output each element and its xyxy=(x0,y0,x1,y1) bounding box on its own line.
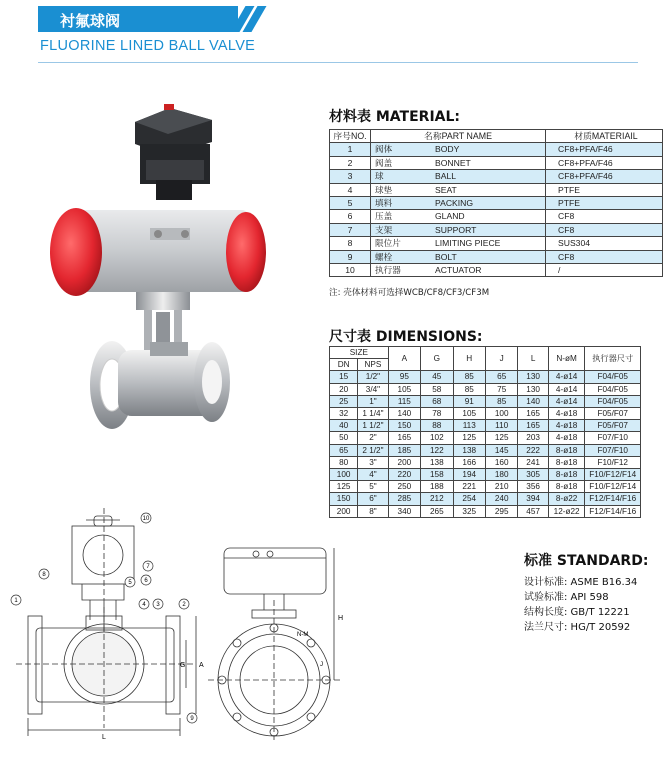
dimension-cell-dn: 32 xyxy=(330,408,358,420)
callout-label: 7 xyxy=(146,564,150,570)
dimension-cell-n: 4-ø18 xyxy=(548,408,585,420)
dim-header-size: SIZE xyxy=(330,347,389,359)
dimension-cell-nps: 3" xyxy=(358,456,388,468)
standard-design: 设计标准: ASME B16.34 xyxy=(524,577,638,588)
dimension-cell-act: F05/F07 xyxy=(585,420,641,432)
dim-header-nps: NPS xyxy=(358,359,388,371)
dimension-cell-nps: 2 1/2" xyxy=(358,444,388,456)
dimension-cell-n: 4-ø18 xyxy=(548,432,585,444)
dimension-cell-n: 8-ø18 xyxy=(548,469,585,481)
dim-header-g: G xyxy=(421,347,453,371)
material-cell-mat: CF8 xyxy=(546,250,663,263)
dimension-cell-n: 12-ø22 xyxy=(548,505,585,517)
material-cell-en: GLAND xyxy=(433,210,546,223)
dimension-cell-h: 91 xyxy=(453,395,485,407)
dim-label-a: A xyxy=(199,662,204,669)
dimension-cell-nps: 1 1/2" xyxy=(358,420,388,432)
page-title: FLUORINE LINED BALL VALVE xyxy=(40,38,256,54)
material-cell-cn: 支架 xyxy=(371,223,434,236)
material-cell-cn: 螺栓 xyxy=(371,250,434,263)
dimension-cell-l: 241 xyxy=(518,456,548,468)
dimension-cell-a: 220 xyxy=(388,469,420,481)
material-cell-cn: 球垫 xyxy=(371,183,434,196)
standard-test: 试验标准: API 598 xyxy=(524,592,609,603)
dimension-cell-nps: 4" xyxy=(358,469,388,481)
dimension-cell-dn: 40 xyxy=(330,420,358,432)
dimension-row xyxy=(330,371,641,383)
dimension-cell-nps: 1 1/4" xyxy=(358,408,388,420)
front-view-drawing xyxy=(208,540,358,740)
dimension-row xyxy=(330,383,641,395)
dimension-cell-j: 210 xyxy=(485,481,517,493)
material-cell-no: 4 xyxy=(330,183,371,196)
dimension-cell-act: F12/F14/F16 xyxy=(585,505,641,517)
material-cell-no: 3 xyxy=(330,170,371,183)
dimension-cell-j: 85 xyxy=(485,395,517,407)
dimension-cell-act: F07/F10 xyxy=(585,444,641,456)
dimensions-table xyxy=(329,346,641,518)
material-cell-no: 5 xyxy=(330,197,371,210)
dimension-cell-act: F04/F05 xyxy=(585,371,641,383)
dimension-cell-n: 4-ø14 xyxy=(548,395,585,407)
dimension-row xyxy=(330,505,641,517)
material-cell-en: BONNET xyxy=(433,156,546,169)
material-header-no: 序号NO. xyxy=(330,130,371,143)
dimension-cell-n: 8-ø18 xyxy=(548,456,585,468)
dim-header-j: J xyxy=(485,347,517,371)
dimension-cell-j: 100 xyxy=(485,408,517,420)
dimension-cell-l: 305 xyxy=(518,469,548,481)
dimension-cell-nps: 3/4" xyxy=(358,383,388,395)
dim-label-g: G xyxy=(180,662,186,669)
dimension-cell-h: 194 xyxy=(453,469,485,481)
material-row xyxy=(330,170,663,183)
material-cell-en: LIMITING PIECE xyxy=(433,237,546,250)
callout-label: 1 xyxy=(14,598,18,604)
material-cell-no: 7 xyxy=(330,223,371,236)
dimension-cell-n: 4-ø14 xyxy=(548,371,585,383)
dimension-cell-a: 150 xyxy=(388,420,420,432)
dim-header-l: L xyxy=(518,347,548,371)
dimension-cell-g: 188 xyxy=(421,481,453,493)
dimension-cell-nps: 1" xyxy=(358,395,388,407)
dimension-cell-act: F10/F12 xyxy=(585,456,641,468)
dimension-cell-n: 4-ø18 xyxy=(548,420,585,432)
material-header-material: 材质MATERIAIL xyxy=(546,130,663,143)
dimension-cell-l: 356 xyxy=(518,481,548,493)
dimension-cell-l: 222 xyxy=(518,444,548,456)
material-cell-en: BALL xyxy=(433,170,546,183)
dimension-cell-dn: 20 xyxy=(330,383,358,395)
dimension-row xyxy=(330,493,641,505)
standard-length: 结构长度: GB/T 12221 xyxy=(524,607,630,618)
dim-label-nm: N-M xyxy=(297,632,309,638)
dimension-cell-j: 75 xyxy=(485,383,517,395)
dimension-cell-dn: 80 xyxy=(330,456,358,468)
dimension-cell-dn: 200 xyxy=(330,505,358,517)
material-row xyxy=(330,197,663,210)
material-cell-cn: 压盖 xyxy=(371,210,434,223)
dimension-cell-dn: 15 xyxy=(330,371,358,383)
dimension-cell-n: 4-ø14 xyxy=(548,383,585,395)
material-row xyxy=(330,156,663,169)
material-cell-mat: PTFE xyxy=(546,183,663,196)
dimension-cell-h: 325 xyxy=(453,505,485,517)
dimension-cell-l: 394 xyxy=(518,493,548,505)
material-table xyxy=(329,129,663,277)
dimensions-table-title: 尺寸表 DIMENSIONS: xyxy=(329,329,483,345)
dimension-cell-a: 250 xyxy=(388,481,420,493)
callout-label: 2 xyxy=(182,602,186,608)
dimension-cell-act: F05/F07 xyxy=(585,408,641,420)
dim-header-dn: DN xyxy=(330,359,358,371)
dimension-cell-n: 8-ø18 xyxy=(548,481,585,493)
material-cell-en: PACKING xyxy=(433,197,546,210)
material-row xyxy=(330,210,663,223)
valve-product-photo xyxy=(40,100,280,450)
dimension-cell-dn: 150 xyxy=(330,493,358,505)
material-cell-mat: CF8 xyxy=(546,223,663,236)
standard-flange: 法兰尺寸: HG/T 20592 xyxy=(524,622,631,633)
material-row xyxy=(330,264,663,277)
dimension-cell-l: 130 xyxy=(518,371,548,383)
header-tab-title: 衬氟球阀 xyxy=(60,12,121,30)
dimension-cell-dn: 65 xyxy=(330,444,358,456)
material-cell-no: 8 xyxy=(330,237,371,250)
material-row xyxy=(330,143,663,156)
material-cell-cn: 阀体 xyxy=(371,143,434,156)
material-cell-en: ACTUATOR xyxy=(433,264,546,277)
dimension-cell-act: F04/F05 xyxy=(585,395,641,407)
material-cell-no: 9 xyxy=(330,250,371,263)
callout-label: 8 xyxy=(42,572,46,578)
dimension-cell-nps: 8" xyxy=(358,505,388,517)
material-row xyxy=(330,183,663,196)
dimension-cell-j: 160 xyxy=(485,456,517,468)
material-cell-mat: PTFE xyxy=(546,197,663,210)
material-cell-cn: 限位片 xyxy=(371,237,434,250)
callout-label: 5 xyxy=(128,580,132,586)
dimension-row xyxy=(330,432,641,444)
material-cell-en: SEAT xyxy=(433,183,546,196)
dimension-cell-j: 110 xyxy=(485,420,517,432)
dimension-row xyxy=(330,444,641,456)
dimension-cell-j: 295 xyxy=(485,505,517,517)
dimension-row xyxy=(330,456,641,468)
dimension-cell-a: 285 xyxy=(388,493,420,505)
material-cell-cn: 阀盖 xyxy=(371,156,434,169)
dim-header-n: N-øM xyxy=(548,347,585,371)
dimension-cell-l: 165 xyxy=(518,408,548,420)
material-cell-cn: 球 xyxy=(371,170,434,183)
material-cell-mat: CF8+PFA/F46 xyxy=(546,156,663,169)
dimension-cell-g: 138 xyxy=(421,456,453,468)
dimension-cell-a: 200 xyxy=(388,456,420,468)
dimension-cell-n: 8-ø22 xyxy=(548,493,585,505)
dimension-cell-l: 140 xyxy=(518,395,548,407)
dimension-cell-nps: 1/2" xyxy=(358,371,388,383)
dimension-cell-nps: 2" xyxy=(358,432,388,444)
material-cell-mat: CF8+PFA/F46 xyxy=(546,143,663,156)
material-cell-mat: CF8 xyxy=(546,210,663,223)
dim-label-j: J xyxy=(320,662,323,668)
dimension-cell-l: 130 xyxy=(518,383,548,395)
dimension-row xyxy=(330,408,641,420)
material-cell-mat: CF8+PFA/F46 xyxy=(546,170,663,183)
dimension-row xyxy=(330,420,641,432)
dim-header-actuator: 执行器尺寸 xyxy=(585,347,641,371)
dimension-cell-act: F10/F12/F14 xyxy=(585,481,641,493)
callout-label: 10 xyxy=(142,516,150,522)
dimension-cell-g: 68 xyxy=(421,395,453,407)
material-cell-cn: 执行器 xyxy=(371,264,434,277)
material-cell-en: BOLT xyxy=(433,250,546,263)
callout-label: 6 xyxy=(144,578,148,584)
dimension-cell-dn: 100 xyxy=(330,469,358,481)
dimension-cell-h: 85 xyxy=(453,371,485,383)
dimension-cell-h: 113 xyxy=(453,420,485,432)
dimension-cell-g: 265 xyxy=(421,505,453,517)
material-cell-mat: SUS304 xyxy=(546,237,663,250)
dimension-cell-a: 165 xyxy=(388,432,420,444)
dim-label-l: L xyxy=(102,734,106,741)
dimension-cell-a: 140 xyxy=(388,408,420,420)
material-row xyxy=(330,250,663,263)
callout-label: 9 xyxy=(190,716,194,722)
material-cell-cn: 填料 xyxy=(371,197,434,210)
dimension-cell-a: 95 xyxy=(388,371,420,383)
dim-header-a: A xyxy=(388,347,420,371)
material-header-name: 名称PART NAME xyxy=(371,130,546,143)
dimension-cell-g: 78 xyxy=(421,408,453,420)
material-note: 注: 壳体材料可选择WCB/CF8/CF3/CF3M xyxy=(329,288,490,298)
material-row xyxy=(330,223,663,236)
dimension-cell-act: F12/F14/F16 xyxy=(585,493,641,505)
dim-label-h: H xyxy=(338,615,344,622)
dimension-cell-h: 85 xyxy=(453,383,485,395)
material-cell-no: 1 xyxy=(330,143,371,156)
dimension-cell-act: F10/F12/F14 xyxy=(585,469,641,481)
dimension-cell-act: F07/F10 xyxy=(585,432,641,444)
dimension-cell-a: 115 xyxy=(388,395,420,407)
dimension-cell-h: 105 xyxy=(453,408,485,420)
dimension-cell-j: 180 xyxy=(485,469,517,481)
material-cell-mat: / xyxy=(546,264,663,277)
dimension-row xyxy=(330,395,641,407)
dimension-cell-dn: 125 xyxy=(330,481,358,493)
material-row xyxy=(330,237,663,250)
dimension-cell-j: 125 xyxy=(485,432,517,444)
dimension-cell-g: 158 xyxy=(421,469,453,481)
dimension-cell-g: 58 xyxy=(421,383,453,395)
dimension-cell-n: 8-ø18 xyxy=(548,444,585,456)
dimension-cell-a: 185 xyxy=(388,444,420,456)
callout-label: 4 xyxy=(142,602,146,608)
header-tab xyxy=(38,6,238,32)
material-cell-no: 10 xyxy=(330,264,371,277)
dimension-row xyxy=(330,469,641,481)
material-table-title: 材料表 MATERIAL: xyxy=(329,109,461,125)
material-cell-no: 2 xyxy=(330,156,371,169)
dimension-cell-a: 340 xyxy=(388,505,420,517)
dimension-cell-dn: 50 xyxy=(330,432,358,444)
section-view-drawing xyxy=(6,508,216,748)
dimension-cell-h: 254 xyxy=(453,493,485,505)
material-cell-en: BODY xyxy=(433,143,546,156)
dimension-cell-l: 165 xyxy=(518,420,548,432)
dimension-cell-h: 221 xyxy=(453,481,485,493)
header-divider xyxy=(38,62,638,63)
dimension-cell-j: 65 xyxy=(485,371,517,383)
material-cell-no: 6 xyxy=(330,210,371,223)
dimension-cell-j: 145 xyxy=(485,444,517,456)
dimension-cell-dn: 25 xyxy=(330,395,358,407)
dim-header-h: H xyxy=(453,347,485,371)
dimension-cell-a: 105 xyxy=(388,383,420,395)
dimension-cell-g: 122 xyxy=(421,444,453,456)
dimension-cell-act: F04/F05 xyxy=(585,383,641,395)
standard-title: 标准 STANDARD: xyxy=(524,553,649,569)
dimension-cell-nps: 5" xyxy=(358,481,388,493)
material-cell-en: SUPPORT xyxy=(433,223,546,236)
dimension-cell-g: 45 xyxy=(421,371,453,383)
callout-label: 3 xyxy=(156,602,160,608)
dimension-row xyxy=(330,481,641,493)
dimension-cell-j: 240 xyxy=(485,493,517,505)
dimension-cell-l: 203 xyxy=(518,432,548,444)
dimension-cell-g: 88 xyxy=(421,420,453,432)
dimension-cell-g: 212 xyxy=(421,493,453,505)
dimension-cell-nps: 6" xyxy=(358,493,388,505)
dimension-cell-h: 166 xyxy=(453,456,485,468)
dimension-cell-g: 102 xyxy=(421,432,453,444)
dimension-cell-l: 457 xyxy=(518,505,548,517)
dimension-cell-h: 138 xyxy=(453,444,485,456)
dimension-cell-h: 125 xyxy=(453,432,485,444)
